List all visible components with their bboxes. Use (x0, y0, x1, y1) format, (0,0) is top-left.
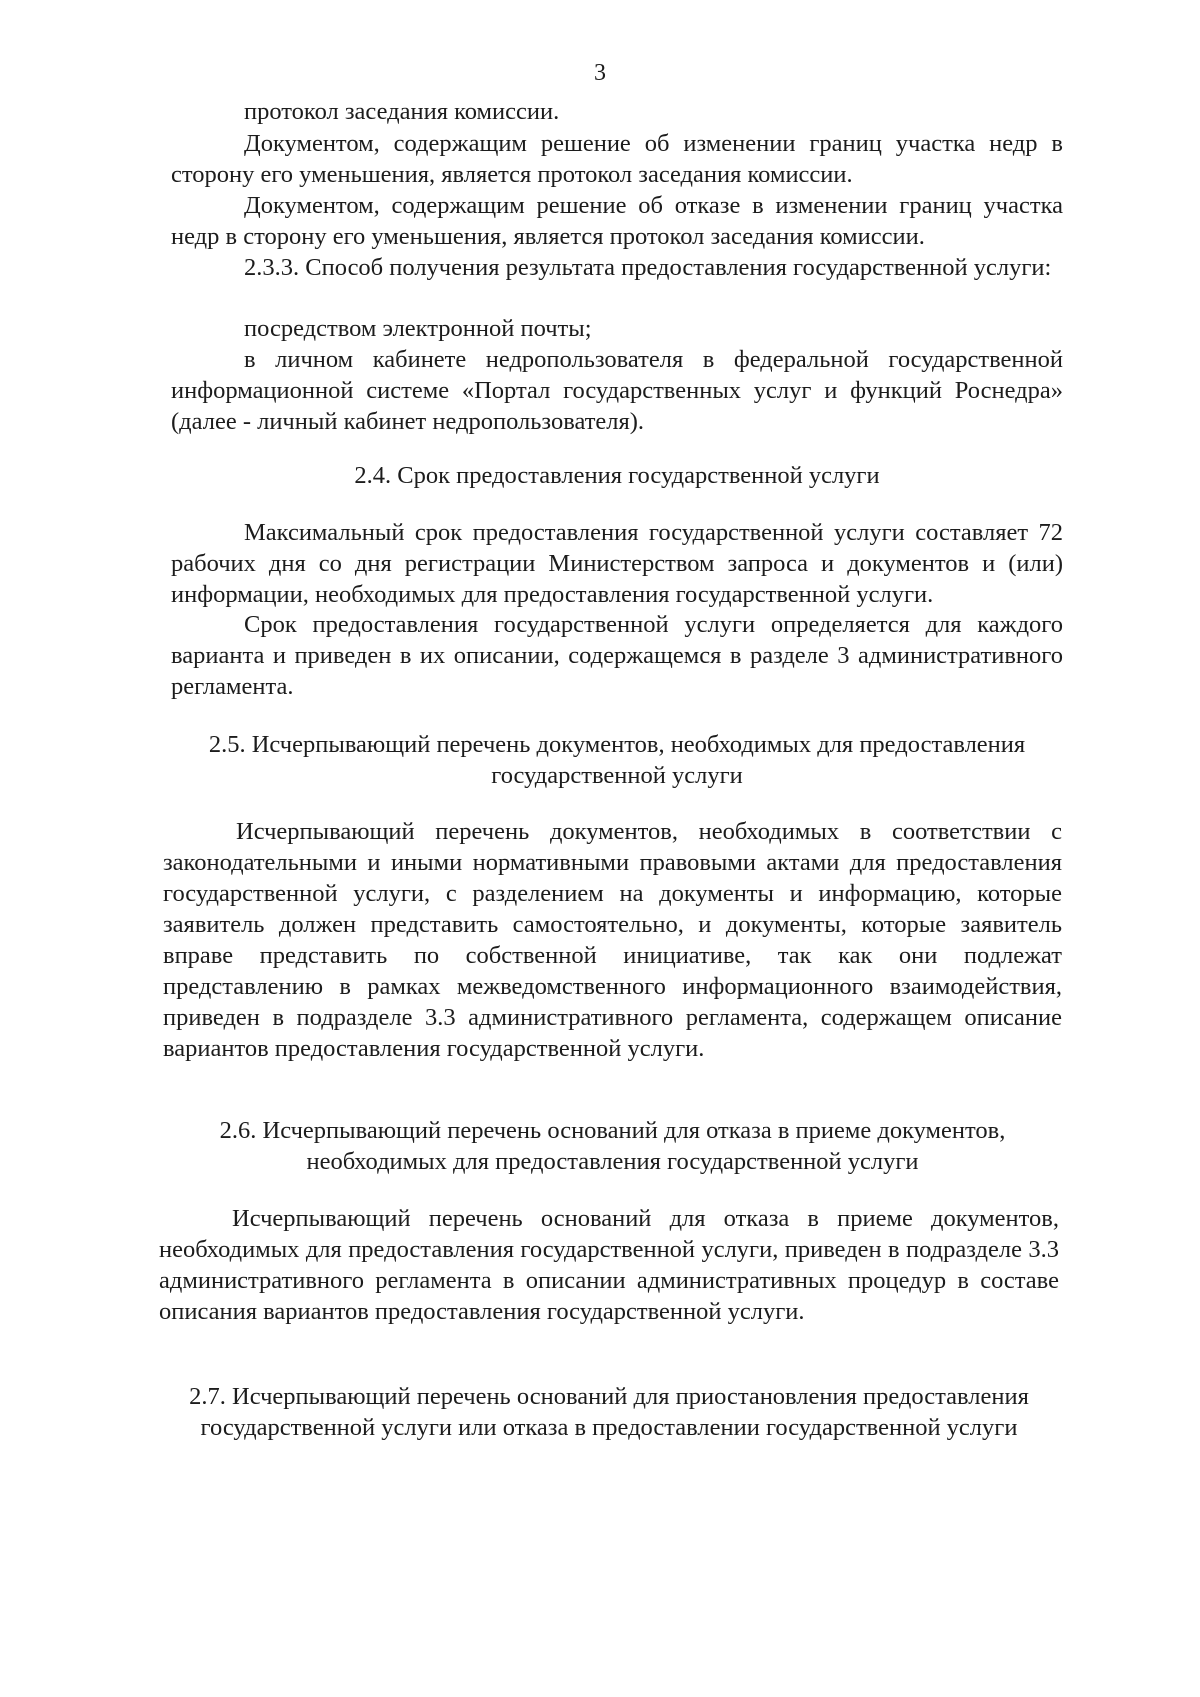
paragraph-documents-list: Исчерпывающий перечень документов, необходимых в соответствии с законодательными и иными нормативными правовыми актами для предоставления государственной услуги, с разделением на документы и информацию, которые заявитель должен представить самостоятельно, и документы, которые заявитель вправе представить по собственной инициативе, так как они подлежат представлению в рамках межведомственного информационного взаимодействия, приведен в подразделе 3.3 административного регламента, содержащем описание вариантов предоставления государственной услуги. (163, 818, 1062, 1062)
list-item-email: посредством электронной почты; (244, 315, 592, 342)
section-heading-2-6-line1: 2.6. Исчерпывающий перечень оснований для отказа в приеме документов, (219, 1117, 1006, 1144)
section-heading-2-6 (163, 1115, 1062, 1177)
paragraph-term-by-variant: Срок предоставления государственной услуги определяется для каждого варианта и приведен в их описании, содержащемся в разделе 3 административного регламента. (171, 611, 1063, 700)
section-heading-2-7-line2: государственной услуги или отказа в предоставлении государственной услуги (200, 1414, 1018, 1441)
paragraph-refusal-grounds: Исчерпывающий перечень оснований для отказа в приеме документов, необходимых для предоставления государственной услуги, приведен в подразделе 3.3 административного регламента в описании административных процедур в составе описания вариантов предоставления государственной услуги. (159, 1205, 1059, 1325)
section-heading-2-6-line2: необходимых для предоставления государственной услуги (306, 1148, 919, 1175)
section-heading-2-7 (159, 1381, 1059, 1443)
paragraph-commission-protocol: протокол заседания комиссии. (244, 98, 560, 125)
section-heading-2-4: 2.4. Срок предоставления государственной услуги (354, 462, 880, 489)
section-heading-2-5 (171, 729, 1063, 791)
list-item-personal-cabinet: в личном кабинете недропользователя в федеральной государственной информационной системе «Портал государственных услуг и функций Роснедра» (далее - личный кабинет недропользователя). (171, 346, 1063, 435)
paragraph-result-method: 2.3.3. Способ получения результата предоставления государственной услуги: (244, 254, 1052, 281)
page-number: 3 (594, 60, 606, 86)
section-heading-2-7-line1: 2.7. Исчерпывающий перечень оснований для приостановления предоставления (189, 1383, 1029, 1410)
paragraph-decision-refuse-change: Документом, содержащим решение об отказе в изменении границ участка недр в сторону его уменьшения, является протокол заседания комиссии. (171, 192, 1063, 250)
paragraph-max-term: Максимальный срок предоставления государственной услуги составляет 72 рабочих дня со дня регистрации Министерством запроса и документов и (или) информации, необходимых для предоставления государственной услуги. (171, 519, 1063, 608)
paragraph-decision-reduce-boundaries: Документом, содержащим решение об изменении границ участка недр в сторону его уменьшения, является протокол заседания комиссии. (171, 130, 1063, 188)
section-heading-2-5-line1: 2.5. Исчерпывающий перечень документов, необходимых для предоставления (208, 731, 1026, 758)
section-heading-2-5-line2: государственной услуги (491, 762, 743, 789)
